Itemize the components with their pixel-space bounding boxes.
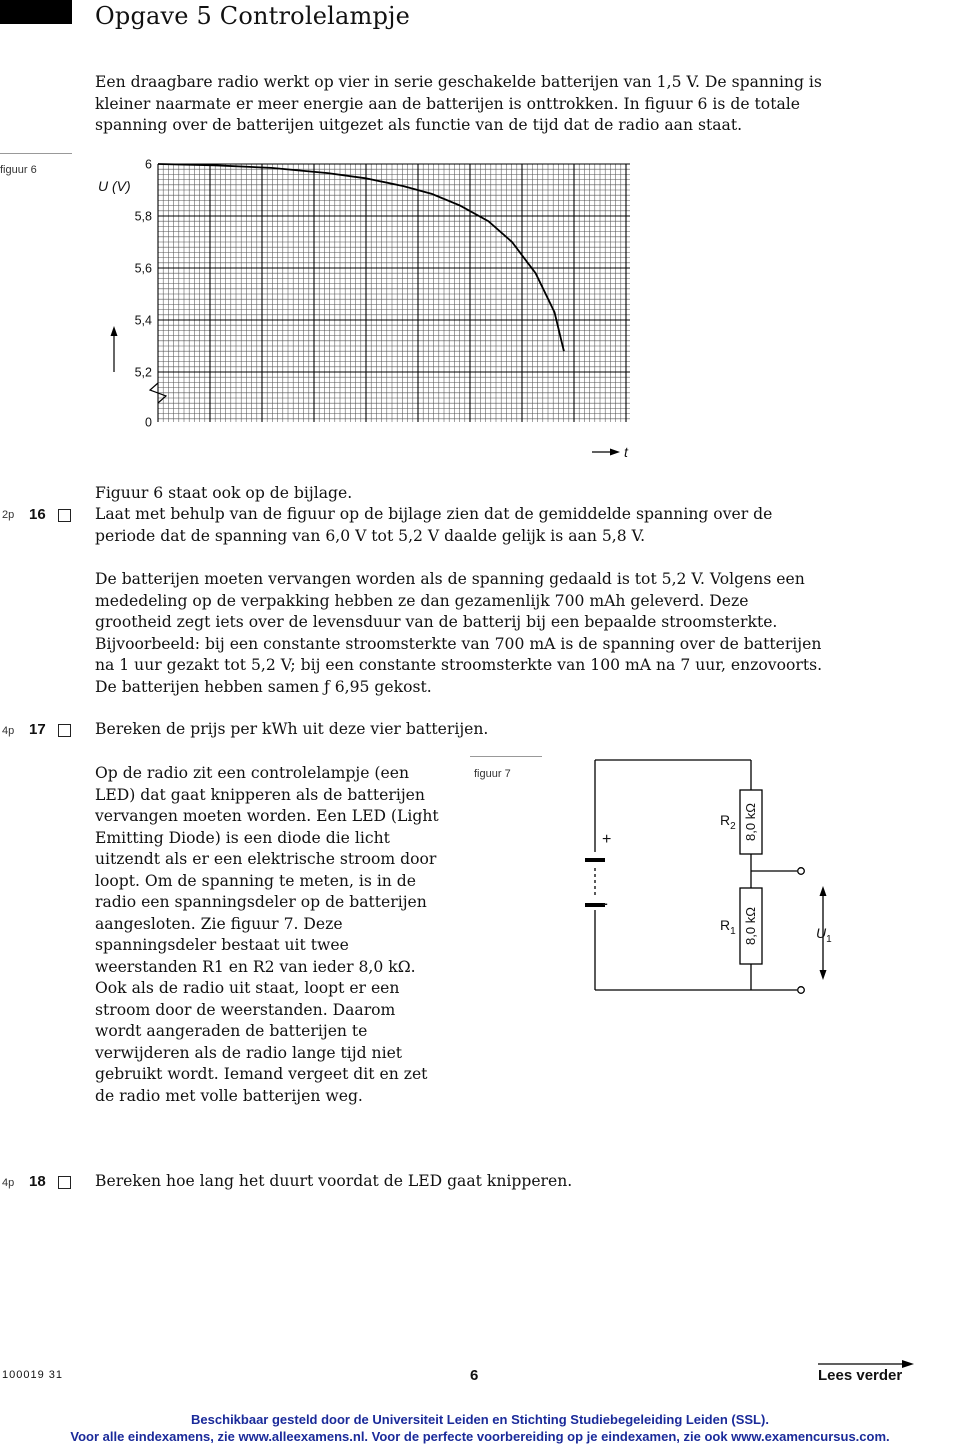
header-block [0, 0, 72, 24]
y-tick-label: 6 [145, 157, 152, 172]
r2-label: $R_2$ [720, 812, 736, 832]
x-axis-arrow [592, 449, 620, 456]
figure6-label: figuur 6 [0, 164, 37, 176]
chart-grid-minor [158, 164, 630, 422]
figure6-chart [0, 150, 960, 470]
battery-plus: + [602, 831, 612, 848]
r1-value: 8,0 kΩ [743, 907, 758, 945]
footer-links-line: Voor alle eindexamens, zie www.alleexamens.nl. Voor de perfecte voorbereiding op je eindexamen, zie ook www.examencursus.com. [70, 1429, 890, 1444]
y-tick-label: 5,2 [134, 365, 152, 380]
footer-credit-line: Beschikbaar gesteld door de Universiteit Leiden en Stichting Studiebegeleiding Leiden (SSL). [191, 1412, 769, 1427]
q16-number: 16 [29, 506, 46, 523]
y-tick-label: 5,8 [134, 209, 152, 224]
figure7-rule [470, 756, 542, 757]
led-paragraph: Op de radio zit een controlelampje (een LED) dat gaat knipperen als de batterijen vervangen moeten worden. Een LED (Light Emitting Diode) is een diode die licht uitzendt als er een elektrische stroom door loopt. Om de spanning te meten, is in de radio een spanningsdeler op de batterijen aangesloten. Zie figuur 7. Deze spanningsdeler bestaat uit twee weerstanden R1 en R2 van ieder 8,0 kΩ. Ook als de radio uit staat, loopt er een stroom door de weerstanden. Daarom wordt aangeraden de batterijen te verwijderen als de radio lange tijd niet gebruikt wordt. Iemand vergeet dit en zet de radio met volle batterijen weg. [95, 764, 439, 1105]
q17-points: 4p [2, 725, 15, 737]
footer-lees-verder: Lees verder [818, 1367, 903, 1384]
q16-checkbox[interactable] [58, 509, 71, 522]
u1-label: $U_1$ [816, 925, 832, 945]
u1-arrow-up [820, 886, 827, 896]
u1-arrow-down [820, 970, 827, 980]
r1-label: $R_1$ [720, 917, 736, 937]
q17-checkbox[interactable] [58, 724, 71, 737]
q18-number: 18 [29, 1173, 46, 1190]
y-axis-label: U (V) [98, 178, 131, 194]
r2-value: 8,0 kΩ [743, 803, 758, 841]
terminal-top [798, 868, 805, 875]
battery-plate-top [585, 858, 605, 862]
q17-text: Bereken de prijs per kWh uit deze vier batterijen. [95, 720, 489, 738]
x-axis-label: t [624, 444, 628, 460]
y-tick-label: 5,4 [134, 313, 152, 328]
intro-paragraph: Een draagbare radio werkt op vier in serie geschakelde batterijen van 1,5 V. De spanning is kleiner naarmate er meer energie aan de batterijen is onttrokken. In figuur 6 is de totale spanning over de batterijen uitgezet als functie van de tijd dat de radio aan staat. [95, 73, 822, 134]
q17-number: 17 [29, 721, 46, 738]
battery-minus: - [602, 893, 608, 913]
q16-points: 2p [2, 509, 15, 521]
info-paragraph: De batterijen moeten vervangen worden als de spanning gedaald is tot 5,2 V. Volgens een mededeling op de verpakking hebben ze dan gezamenlijk 700 mAh geleverd. Deze grootheid zegt iets over de levensduur van de batterij bij een bepaalde stroomsterkte. Bijvoorbeeld: bij een constante stroomsterkte van 700 mA is de spanning over de batterijen na 1 uur gezakt tot 5,2 V; bij een constante stroomsterkte van 100 mA na 7 uur, enzovoorts. De batterijen hebben samen ƒ 6,95 gekost. [95, 570, 823, 696]
footer-code: 100019 31 [2, 1369, 63, 1381]
y-tick-label: 5,6 [134, 261, 152, 276]
y-tick-label: 0 [145, 415, 152, 430]
q16-line-2: Laat met behulp van de figuur op de bijlage zien dat de gemiddelde spanning over de [95, 505, 773, 523]
q16-line-1: Figuur 6 staat ook op de bijlage. [95, 484, 353, 502]
q16-line-3: periode dat de spanning van 6,0 V tot 5,2 V daalde gelijk is aan 5,8 V. [95, 527, 646, 545]
chart-grid-major [146, 164, 630, 422]
y-axis-arrow [111, 326, 118, 372]
terminal-bottom [798, 987, 805, 994]
page-title: Opgave 5 Controlelampje [95, 2, 411, 30]
q18-text: Bereken hoe lang het duurt voordat de LED gaat knipperen. [95, 1172, 573, 1190]
q18-points: 4p [2, 1177, 15, 1189]
q18-checkbox[interactable] [58, 1176, 71, 1189]
footer-page-number: 6 [470, 1367, 479, 1384]
figure7-label: figuur 7 [474, 768, 511, 780]
figure7-circuit [560, 755, 860, 1005]
